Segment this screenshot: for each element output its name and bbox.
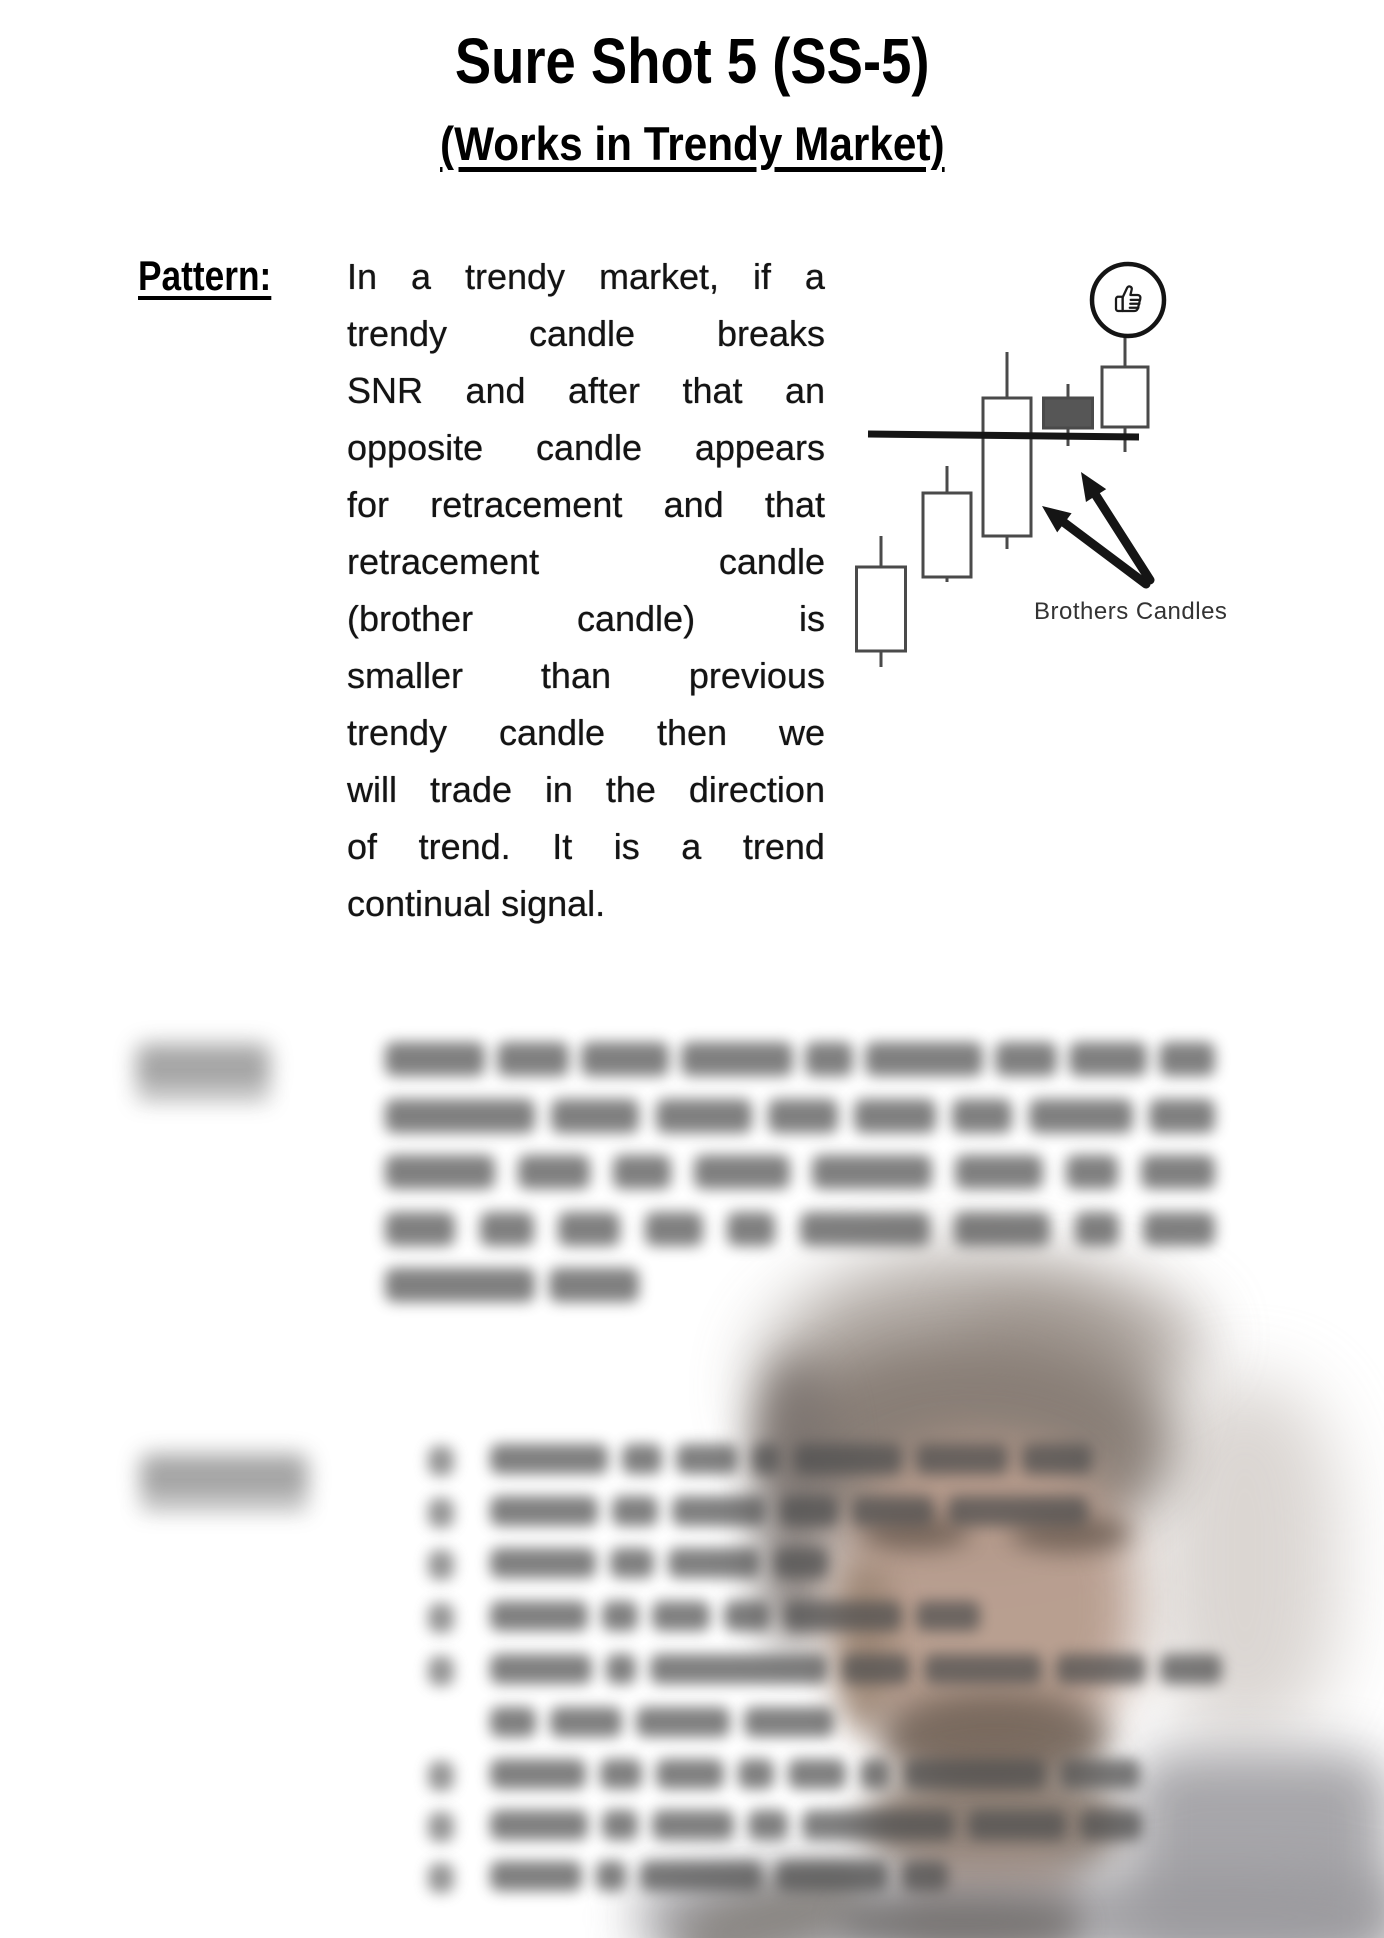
pattern-line bbox=[347, 761, 825, 818]
photo-blob bbox=[1150, 1380, 1340, 1740]
blurred-word bbox=[842, 1654, 910, 1684]
blurred-word bbox=[636, 1707, 730, 1737]
blurred-word bbox=[490, 1810, 588, 1840]
blurred-list-marker bbox=[428, 1550, 454, 1580]
pattern-word: continual signal. bbox=[347, 883, 606, 924]
blurred-word bbox=[916, 1601, 980, 1631]
blurred-word bbox=[668, 1548, 760, 1578]
blurred-word bbox=[1149, 1099, 1215, 1133]
page-title bbox=[0, 24, 1384, 98]
pattern-word: we bbox=[778, 712, 825, 753]
pattern-word: that bbox=[682, 370, 743, 411]
blurred-word bbox=[948, 1496, 1088, 1526]
pattern-word: candle bbox=[535, 427, 643, 468]
blurred-word bbox=[954, 1212, 1050, 1246]
pattern-word: trendy bbox=[347, 712, 448, 753]
blurred-word bbox=[652, 1601, 710, 1631]
blurred-word bbox=[904, 1759, 1046, 1789]
pattern-line bbox=[347, 476, 825, 533]
blurred-word bbox=[812, 1155, 932, 1189]
blurred-word bbox=[640, 1861, 762, 1891]
pattern-word: a bbox=[804, 256, 825, 297]
blurred-word bbox=[490, 1601, 588, 1631]
blurred-text-line bbox=[385, 1268, 639, 1302]
pattern-word: candle bbox=[528, 313, 636, 354]
blurred-text-line bbox=[490, 1444, 1092, 1474]
page-title-text: Sure Shot 5 (SS-5) bbox=[454, 25, 930, 97]
blurred-word bbox=[1160, 1654, 1222, 1684]
pattern-word: is bbox=[798, 598, 825, 639]
blurred-word bbox=[865, 1042, 983, 1076]
pattern-line bbox=[347, 305, 825, 362]
blurred-text-line bbox=[385, 1212, 1215, 1246]
pattern-word: after bbox=[567, 370, 641, 411]
pattern-line bbox=[347, 533, 825, 590]
blurred-word bbox=[602, 1601, 638, 1631]
photo-blob bbox=[840, 1900, 1080, 1938]
brothers-candles-label: Brothers Candles bbox=[1034, 598, 1228, 625]
blurred-word bbox=[672, 1496, 766, 1526]
blurred-word bbox=[490, 1654, 592, 1684]
blurred-word bbox=[727, 1212, 775, 1246]
pattern-word: for bbox=[347, 484, 390, 525]
pattern-word: In bbox=[347, 256, 378, 297]
page-subtitle-text: (Works in Trendy Market) bbox=[439, 117, 945, 170]
blurred-word bbox=[800, 1212, 930, 1246]
blurred-word bbox=[694, 1155, 790, 1189]
blurred-text-line bbox=[490, 1654, 1222, 1684]
pattern-word: if bbox=[752, 256, 771, 297]
pattern-word: an bbox=[784, 370, 825, 411]
blurred-word bbox=[550, 1707, 622, 1737]
pattern-word: and bbox=[663, 484, 724, 525]
blurred-word bbox=[385, 1042, 485, 1076]
blurred-word bbox=[776, 1861, 888, 1891]
blurred-word bbox=[606, 1654, 636, 1684]
blurred-word bbox=[385, 1268, 535, 1302]
blurred-word bbox=[752, 1444, 780, 1474]
blurred-text-line bbox=[490, 1496, 1088, 1526]
blurred-word bbox=[724, 1601, 770, 1631]
blurred-word bbox=[385, 1099, 535, 1133]
blurred-word bbox=[656, 1759, 724, 1789]
pattern-section-label: Pattern: bbox=[138, 252, 272, 299]
blurred-list-marker bbox=[428, 1603, 454, 1633]
blurred-label bbox=[140, 1454, 308, 1500]
pattern-word: in bbox=[544, 769, 573, 810]
blurred-word bbox=[385, 1155, 495, 1189]
blurred-word bbox=[1056, 1654, 1146, 1684]
pattern-word: candle bbox=[498, 712, 606, 753]
pattern-word: that bbox=[764, 484, 825, 525]
blurred-word bbox=[1066, 1155, 1118, 1189]
pattern-word: trendy bbox=[464, 256, 566, 297]
pattern-word: It bbox=[552, 826, 573, 867]
pattern-word: a bbox=[410, 256, 432, 297]
blurred-word bbox=[924, 1654, 1042, 1684]
blurred-word bbox=[952, 1099, 1012, 1133]
blurred-word bbox=[794, 1444, 902, 1474]
blurred-word bbox=[549, 1268, 639, 1302]
blurred-text-line bbox=[385, 1155, 1215, 1189]
pattern-word: of bbox=[347, 826, 378, 867]
pattern-word: a bbox=[681, 826, 702, 867]
pattern-word: will bbox=[347, 769, 397, 810]
blurred-word bbox=[1075, 1212, 1119, 1246]
blurred-label-underline bbox=[136, 1092, 270, 1100]
blurred-word bbox=[780, 1496, 838, 1526]
pattern-word: trendy bbox=[347, 313, 448, 354]
pattern-word: previous bbox=[688, 655, 825, 696]
pattern-word: smaller bbox=[347, 655, 464, 696]
blurred-word bbox=[1143, 1212, 1215, 1246]
blurred-list-marker bbox=[428, 1498, 454, 1528]
blurred-word bbox=[681, 1042, 793, 1076]
blurred-word bbox=[480, 1212, 534, 1246]
blurred-word bbox=[852, 1496, 934, 1526]
blurred-word bbox=[1159, 1042, 1215, 1076]
blurred-word bbox=[1069, 1042, 1147, 1076]
pattern-line bbox=[347, 590, 825, 647]
pattern-word: the bbox=[605, 769, 656, 810]
blurred-word bbox=[768, 1099, 838, 1133]
blurred-word bbox=[738, 1759, 774, 1789]
blurred-word bbox=[613, 1155, 671, 1189]
blurred-word bbox=[1029, 1099, 1133, 1133]
blurred-word bbox=[490, 1861, 582, 1891]
blurred-word bbox=[497, 1042, 569, 1076]
pattern-line bbox=[347, 875, 825, 932]
blurred-word bbox=[622, 1444, 662, 1474]
pattern-line bbox=[347, 704, 825, 761]
blurred-text-line bbox=[490, 1759, 1140, 1789]
blurred-word bbox=[1022, 1444, 1092, 1474]
pattern-word: retracement bbox=[430, 484, 623, 525]
blurred-word bbox=[645, 1212, 703, 1246]
pattern-word: is bbox=[613, 826, 640, 867]
blurred-word bbox=[518, 1155, 590, 1189]
blurred-label-underline bbox=[140, 1502, 308, 1510]
blurred-word bbox=[600, 1759, 642, 1789]
blurred-text-line bbox=[385, 1099, 1215, 1133]
pattern-word: candle) bbox=[576, 598, 696, 639]
blurred-word bbox=[916, 1444, 1008, 1474]
pattern-word: candle bbox=[718, 541, 825, 582]
blurred-word bbox=[748, 1810, 788, 1840]
blurred-word bbox=[805, 1042, 853, 1076]
blurred-word bbox=[581, 1042, 669, 1076]
blurred-word bbox=[612, 1496, 658, 1526]
blurred-word bbox=[385, 1212, 455, 1246]
pattern-line bbox=[347, 419, 825, 476]
blurred-word bbox=[774, 1548, 828, 1578]
photo-blob bbox=[838, 1560, 892, 1730]
blurred-word bbox=[995, 1042, 1057, 1076]
blurred-word bbox=[652, 1810, 734, 1840]
blurred-word bbox=[860, 1759, 890, 1789]
blurred-list-marker bbox=[428, 1761, 454, 1791]
blurred-word bbox=[490, 1496, 598, 1526]
blurred-word bbox=[558, 1212, 620, 1246]
blurred-list-marker bbox=[428, 1812, 454, 1842]
blurred-text-line bbox=[385, 1042, 1215, 1076]
page-subtitle bbox=[0, 116, 1384, 171]
pattern-word: than bbox=[540, 655, 611, 696]
blurred-list-marker bbox=[428, 1656, 454, 1686]
blurred-word bbox=[596, 1861, 626, 1891]
pattern-word: trend bbox=[742, 826, 825, 867]
blurred-word bbox=[490, 1707, 536, 1737]
blurred-word bbox=[656, 1099, 752, 1133]
pattern-paragraph bbox=[347, 248, 825, 932]
blurred-word bbox=[744, 1707, 834, 1737]
blurred-word bbox=[802, 1810, 954, 1840]
blurred-word bbox=[676, 1444, 738, 1474]
pattern-word: market, bbox=[598, 256, 720, 297]
blurred-word bbox=[650, 1654, 828, 1684]
blurred-word bbox=[490, 1759, 586, 1789]
blurred-text-line bbox=[490, 1548, 828, 1578]
pattern-word: trade bbox=[429, 769, 512, 810]
pattern-word: trend. bbox=[418, 826, 511, 867]
pattern-word: direction bbox=[688, 769, 825, 810]
pattern-line bbox=[347, 248, 825, 305]
blurred-word bbox=[1080, 1810, 1142, 1840]
pattern-word: SNR bbox=[347, 370, 424, 411]
blurred-word bbox=[955, 1155, 1043, 1189]
pattern-word: appears bbox=[694, 427, 825, 468]
pattern-word: then bbox=[656, 712, 728, 753]
pattern-word: opposite bbox=[347, 427, 484, 468]
blurred-word bbox=[784, 1601, 902, 1631]
blurred-text-line bbox=[490, 1707, 834, 1737]
blurred-word bbox=[968, 1810, 1066, 1840]
pattern-word: and bbox=[465, 370, 526, 411]
blurred-word bbox=[902, 1861, 948, 1891]
pattern-line bbox=[347, 647, 825, 704]
blurred-word bbox=[1141, 1155, 1215, 1189]
blurred-text-line bbox=[490, 1861, 948, 1891]
blurred-list-marker bbox=[428, 1863, 454, 1893]
blurred-word bbox=[1060, 1759, 1140, 1789]
blurred-list-marker bbox=[428, 1446, 454, 1476]
blurred-word bbox=[551, 1099, 639, 1133]
blurred-word bbox=[610, 1548, 654, 1578]
blurred-word bbox=[854, 1099, 936, 1133]
pattern-line bbox=[347, 362, 825, 419]
blurred-word bbox=[788, 1759, 846, 1789]
blurred-word bbox=[602, 1810, 638, 1840]
pattern-word: breaks bbox=[716, 313, 825, 354]
blurred-word bbox=[490, 1444, 608, 1474]
blurred-text-line bbox=[490, 1601, 980, 1631]
blurred-label bbox=[136, 1044, 270, 1090]
pattern-word: (brother bbox=[347, 598, 474, 639]
blurred-text-line bbox=[490, 1810, 1142, 1840]
pattern-line bbox=[347, 818, 825, 875]
blurred-word bbox=[490, 1548, 596, 1578]
pattern-word: retracement bbox=[347, 541, 540, 582]
